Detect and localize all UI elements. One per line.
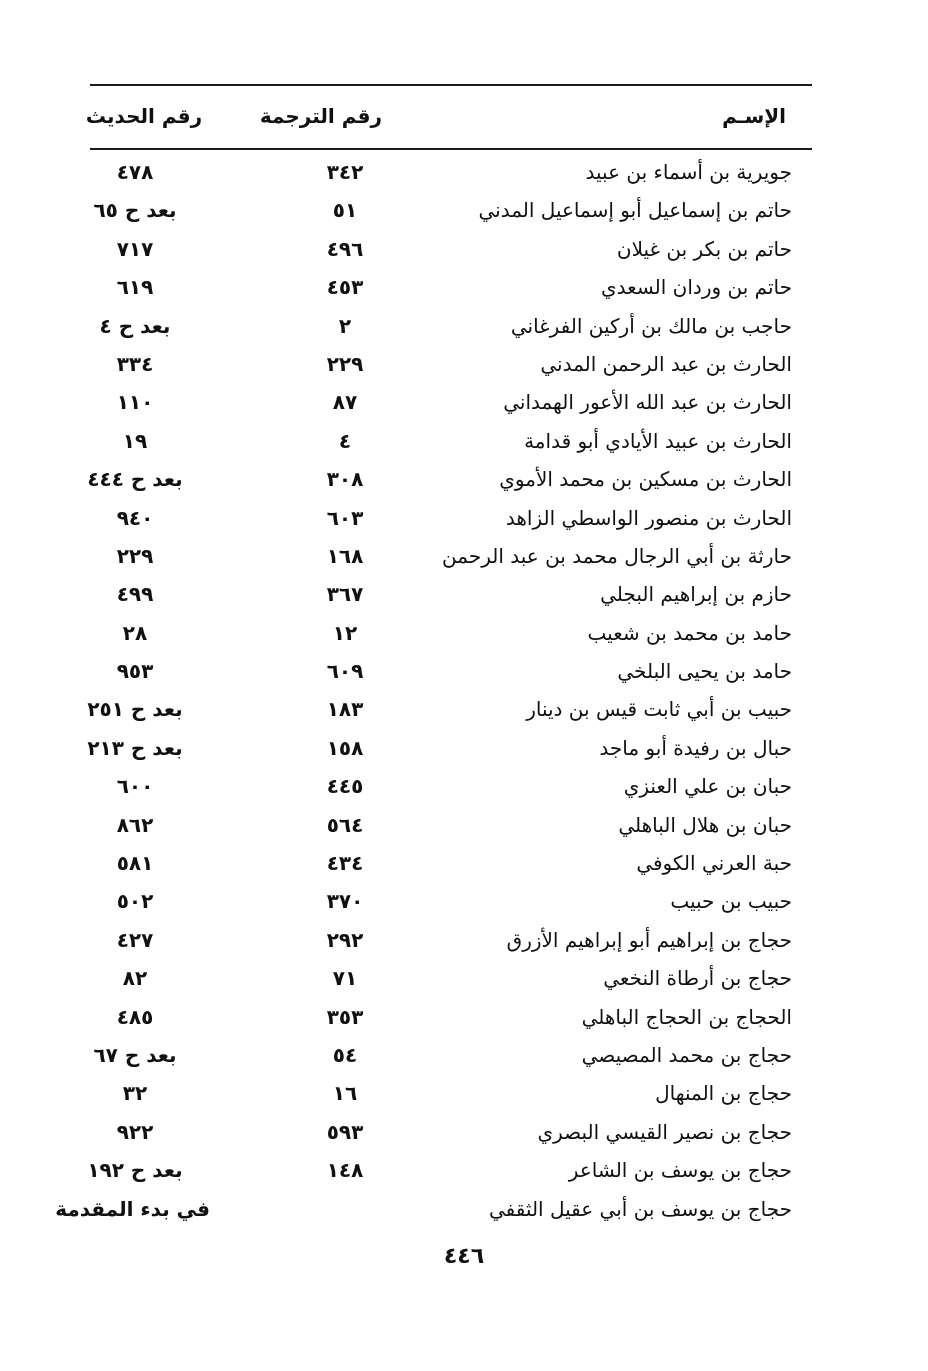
tarjama-number: ١٨٣ (326, 697, 364, 722)
narrator-name: حجاج بن أرطاة النخعي (603, 966, 792, 991)
table-row (0, 806, 928, 844)
narrator-name: حجاج بن نصير القيسي البصري (537, 1119, 792, 1144)
narrator-name: حبان بن هلال الباهلي (618, 812, 792, 837)
tarjama-number: ٣٤٢ (326, 160, 364, 184)
tarjama-number (300, 1190, 390, 1228)
hadith-number: ١٩ (122, 428, 148, 453)
tarjama-number: ٤٥٣ (326, 275, 364, 300)
narrator-name: جويرية بن أسماء بن عبيد (585, 160, 792, 184)
header-hadith-number: رقم الحديث (85, 104, 203, 128)
table-row (0, 1074, 928, 1112)
tarjama-number: ١٢ (332, 620, 358, 645)
table-row (0, 537, 928, 575)
table-row (0, 959, 928, 997)
table-row (0, 1190, 928, 1228)
hadith-number: ٤٧٨ (116, 160, 154, 184)
table-row (0, 268, 928, 306)
narrator-name: حاتم بن إسماعيل أبو إسماعيل المدني (478, 198, 792, 223)
hadith-number: ٥٨١ (116, 851, 154, 876)
tarjama-number: ٥١ (332, 198, 358, 223)
tarjama-number: ٣٠٨ (326, 467, 364, 492)
hadith-number: ٤٨٥ (116, 1004, 154, 1029)
table-row (0, 652, 928, 690)
narrator-name: حبيب بن أبي ثابت قيس بن دينار (526, 697, 792, 722)
table-row (0, 882, 928, 920)
table-row (0, 230, 928, 268)
hadith-number: بعد ح ٤٤٤ (87, 467, 183, 492)
table-row (0, 729, 928, 767)
hadith-number: ١١٠ (116, 390, 154, 415)
table-row (0, 460, 928, 498)
hadith-number: بعد ح ٦٥ (93, 198, 177, 223)
narrator-name: حاتم بن بكر بن غيلان (616, 236, 792, 261)
narrator-name: الحارث بن مسكين بن محمد الأموي (499, 467, 792, 492)
tarjama-number: ٦٠٣ (326, 505, 364, 530)
hadith-number: بعد ح ٦٧ (93, 1042, 177, 1067)
narrator-name: الحارث بن عبد الرحمن المدني (540, 351, 792, 376)
narrator-name: حبال بن رفيدة أبو ماجد (599, 735, 792, 760)
narrator-name: الحارث بن منصور الواسطي الزاهد (505, 505, 792, 530)
narrator-name: حجاج بن يوسف بن أبي عقيل الثقفي (489, 1196, 792, 1221)
tarjama-number: ٤٣٤ (326, 851, 364, 876)
tarjama-number: ١٦٨ (326, 543, 364, 568)
narrator-name: حبيب بن حبيب (670, 889, 792, 914)
tarjama-number: ٨٧ (332, 390, 358, 415)
table-row (0, 153, 928, 191)
tarjama-number: ٦٠٩ (326, 659, 364, 684)
header-name: الإسـم (722, 104, 786, 128)
tarjama-number: ٤ (338, 428, 352, 453)
tarjama-number: ٤٤٥ (326, 774, 364, 799)
table-row (0, 383, 928, 421)
tarjama-number: ٧١ (332, 966, 358, 991)
hadith-number: ٤٢٧ (116, 927, 154, 952)
table-row (0, 921, 928, 959)
table-row (0, 690, 928, 728)
table-row (0, 307, 928, 345)
narrator-name: حبان بن علي العنزي (623, 774, 792, 799)
table-row (0, 499, 928, 537)
tarjama-number: ١٥٨ (326, 735, 364, 760)
narrator-name: الحارث بن عبد الله الأعور الهمداني (503, 390, 792, 415)
tarjama-number: ٣٦٧ (326, 582, 364, 607)
table-row (0, 1036, 928, 1074)
table-row (0, 614, 928, 652)
hadith-number: ٤٩٩ (116, 582, 154, 607)
table-row (0, 844, 928, 882)
hadith-number: ٨٢ (122, 966, 148, 991)
table-row (0, 767, 928, 805)
narrator-name: حارثة بن أبي الرجال محمد بن عبد الرحمن (442, 543, 792, 568)
tarjama-number: ٢٩٢ (326, 927, 364, 952)
tarjama-number: ٢ (338, 313, 352, 338)
index-table (0, 153, 928, 1228)
table-row (0, 422, 928, 460)
tarjama-number: ٣٧٠ (326, 889, 364, 914)
hadith-number: ٨٦٢ (116, 812, 154, 837)
hadith-number: ٩٥٣ (116, 659, 154, 684)
hadith-number: ٢٢٩ (116, 543, 154, 568)
tarjama-number: ٥٤ (332, 1042, 358, 1067)
header-rule (90, 148, 812, 150)
narrator-name: الحارث بن عبيد الأيادي أبو قدامة (524, 428, 792, 453)
narrator-name: حجاج بن المنهال (655, 1081, 792, 1106)
top-rule (90, 84, 812, 86)
tarjama-number: ٥٩٣ (326, 1119, 364, 1144)
table-row (0, 191, 928, 229)
tarjama-number: ١٦ (332, 1081, 358, 1106)
hadith-number: ٣٢ (122, 1081, 148, 1106)
table-row (0, 575, 928, 613)
header-tarjama-number: رقم الترجمة (259, 104, 382, 128)
tarjama-number: ٢٢٩ (326, 351, 364, 376)
hadith-number: ٦١٩ (116, 275, 154, 300)
hadith-number: بعد ح ٢٥١ (87, 697, 183, 722)
hadith-number: ٩٤٠ (116, 505, 154, 530)
table-row (0, 345, 928, 383)
hadith-number: ٣٣٤ (116, 351, 154, 376)
tarjama-number: ٥٦٤ (326, 812, 364, 837)
tarjama-number: ٣٥٣ (326, 1004, 364, 1029)
hadith-number: ٢٨ (122, 620, 148, 645)
narrator-name: حازم بن إبراهيم البجلي (600, 582, 792, 607)
narrator-name: حبة العرني الكوفي (636, 851, 792, 876)
tarjama-number: ٤٩٦ (326, 236, 364, 261)
hadith-number: ٩٢٢ (116, 1119, 154, 1144)
table-row (0, 1113, 928, 1151)
narrator-name: حجاج بن إبراهيم أبو إبراهيم الأزرق (506, 927, 792, 952)
hadith-number: في بدء المقدمة (55, 1196, 210, 1221)
narrator-name: حامد بن يحيى البلخي (617, 659, 792, 684)
table-row (0, 998, 928, 1036)
hadith-number: ٧١٧ (116, 236, 154, 261)
narrator-name: الحجاج بن الحجاج الباهلي (581, 1004, 792, 1029)
narrator-name: حاجب بن مالك بن أركين الفرغاني (510, 313, 792, 338)
table-row (0, 1151, 928, 1189)
hadith-number: بعد ح ١٩٢ (87, 1158, 183, 1183)
hadith-number: بعد ح ٤ (99, 313, 171, 338)
hadith-number: ٦٠٠ (116, 774, 154, 799)
narrator-name: حجاج بن يوسف بن الشاعر (568, 1158, 792, 1183)
hadith-number: بعد ح ٢١٣ (87, 735, 183, 760)
narrator-name: حاتم بن وردان السعدي (601, 275, 792, 300)
hadith-number: ٥٠٢ (116, 889, 154, 914)
narrator-name: حامد بن محمد بن شعيب (587, 620, 792, 645)
page-number: ٤٤٦ (443, 1244, 485, 1269)
narrator-name: حجاج بن محمد المصيصي (581, 1042, 792, 1067)
tarjama-number: ١٤٨ (326, 1158, 364, 1183)
